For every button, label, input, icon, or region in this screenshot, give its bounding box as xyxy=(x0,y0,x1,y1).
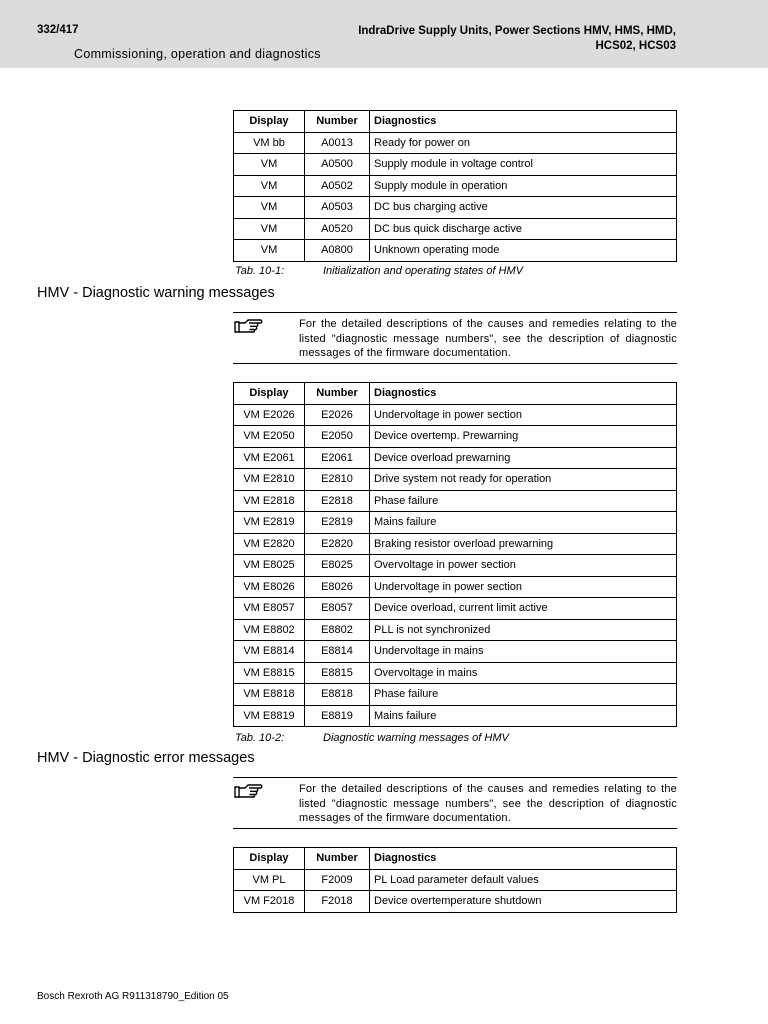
pointing-hand-icon xyxy=(233,782,263,800)
cell-diagnostics: Mains failure xyxy=(370,705,677,727)
table-row xyxy=(234,218,677,240)
table-row xyxy=(234,512,677,534)
page-header xyxy=(0,0,768,68)
cell-number: A0013 xyxy=(305,132,370,154)
table-row xyxy=(234,469,677,491)
cell-display: VM E2810 xyxy=(234,469,305,491)
table-row xyxy=(234,619,677,641)
col-display: Display xyxy=(234,383,305,405)
table-row xyxy=(234,132,677,154)
cell-display: VM xyxy=(234,154,305,176)
cell-number: E8025 xyxy=(305,555,370,577)
table-row xyxy=(234,426,677,448)
cell-display: VM xyxy=(234,240,305,262)
cell-diagnostics: Phase failure xyxy=(370,490,677,512)
cell-diagnostics: Device overtemp. Prewarning xyxy=(370,426,677,448)
cell-display: VM bb xyxy=(234,132,305,154)
cell-number: E2810 xyxy=(305,469,370,491)
cell-display: VM xyxy=(234,197,305,219)
page-number: 332/417 xyxy=(37,24,79,36)
table-row xyxy=(234,684,677,706)
col-display: Display xyxy=(234,111,305,133)
cell-diagnostics: Mains failure xyxy=(370,512,677,534)
document-title xyxy=(358,24,676,53)
cell-number: E8815 xyxy=(305,662,370,684)
cell-number: A0500 xyxy=(305,154,370,176)
document-title-line1: IndraDrive Supply Units, Power Sections HMV, HMS, HMD, xyxy=(358,25,676,37)
cell-diagnostics: Overvoltage in mains xyxy=(370,662,677,684)
cell-display: VM E8819 xyxy=(234,705,305,727)
cell-display: VM E2061 xyxy=(234,447,305,469)
cell-number: A0520 xyxy=(305,218,370,240)
table1-caption xyxy=(235,265,523,277)
table-row xyxy=(234,705,677,727)
table-warning-messages xyxy=(233,382,677,727)
cell-diagnostics: Drive system not ready for operation xyxy=(370,469,677,491)
table-row xyxy=(234,404,677,426)
document-title-line2: HCS02, HCS03 xyxy=(595,39,676,52)
cell-display: VM E8057 xyxy=(234,598,305,620)
table1-caption-text: Initialization and operating states of HMV xyxy=(323,265,523,277)
cell-number: F2018 xyxy=(305,891,370,913)
cell-number: A0503 xyxy=(305,197,370,219)
cell-display: VM E8818 xyxy=(234,684,305,706)
cell-display: VM PL xyxy=(234,869,305,891)
section-title-warnings: HMV - Diagnostic warning messages xyxy=(37,285,275,301)
col-diagnostics: Diagnostics xyxy=(370,383,677,405)
cell-number: E2050 xyxy=(305,426,370,448)
cell-diagnostics: Supply module in voltage control xyxy=(370,154,677,176)
cell-display: VM xyxy=(234,175,305,197)
note-text-warnings: For the detailed descriptions of the causes and remedies relating to the listed "diagnostic message numbers", see the description of diagnostic messages of the firmware documentation. xyxy=(299,318,677,359)
cell-diagnostics: PLL is not synchronized xyxy=(370,619,677,641)
table-row xyxy=(234,641,677,663)
cell-number: F2009 xyxy=(305,869,370,891)
cell-display: VM xyxy=(234,218,305,240)
section-title-errors: HMV - Diagnostic error messages xyxy=(37,750,255,766)
table-row xyxy=(234,869,677,891)
table-row xyxy=(234,662,677,684)
cell-number: A0502 xyxy=(305,175,370,197)
cell-diagnostics: Braking resistor overload prewarning xyxy=(370,533,677,555)
cell-display: VM E8814 xyxy=(234,641,305,663)
col-diagnostics: Diagnostics xyxy=(370,848,677,870)
cell-number: E8818 xyxy=(305,684,370,706)
note-block-warnings xyxy=(233,312,677,364)
cell-diagnostics: DC bus quick discharge active xyxy=(370,218,677,240)
cell-display: VM E8025 xyxy=(234,555,305,577)
table-row xyxy=(234,533,677,555)
cell-number: E8057 xyxy=(305,598,370,620)
note-block-errors xyxy=(233,777,677,829)
cell-number: E8819 xyxy=(305,705,370,727)
cell-display: VM E2818 xyxy=(234,490,305,512)
cell-number: A0800 xyxy=(305,240,370,262)
cell-display: VM E2820 xyxy=(234,533,305,555)
col-number: Number xyxy=(305,848,370,870)
cell-diagnostics: Undervoltage in power section xyxy=(370,404,677,426)
table-row xyxy=(234,576,677,598)
table-row xyxy=(234,598,677,620)
cell-number: E8026 xyxy=(305,576,370,598)
table1-caption-number: Tab. 10-1: xyxy=(235,265,285,277)
col-display: Display xyxy=(234,848,305,870)
table-row xyxy=(234,154,677,176)
col-number: Number xyxy=(305,111,370,133)
cell-diagnostics: Ready for power on xyxy=(370,132,677,154)
table-operating-states xyxy=(233,110,677,262)
cell-diagnostics: Supply module in operation xyxy=(370,175,677,197)
table-row xyxy=(234,197,677,219)
pointing-hand-icon xyxy=(233,317,263,335)
cell-diagnostics: DC bus charging active xyxy=(370,197,677,219)
cell-diagnostics: Overvoltage in power section xyxy=(370,555,677,577)
cell-display: VM E2026 xyxy=(234,404,305,426)
table-header-row xyxy=(234,111,677,133)
cell-display: VM F2018 xyxy=(234,891,305,913)
chapter-title: Commissioning, operation and diagnostics xyxy=(74,47,321,61)
table-error-messages xyxy=(233,847,677,913)
cell-display: VM E2050 xyxy=(234,426,305,448)
table-row xyxy=(234,891,677,913)
table2-caption-text: Diagnostic warning messages of HMV xyxy=(323,732,509,744)
table-row xyxy=(234,490,677,512)
col-number: Number xyxy=(305,383,370,405)
cell-number: E2026 xyxy=(305,404,370,426)
cell-number: E8814 xyxy=(305,641,370,663)
cell-display: VM E8815 xyxy=(234,662,305,684)
note-text-errors: For the detailed descriptions of the causes and remedies relating to the listed "diagnostic message numbers", see the description of diagnostic messages of the firmware documentation. xyxy=(299,783,677,824)
table-row xyxy=(234,240,677,262)
cell-diagnostics: Undervoltage in mains xyxy=(370,641,677,663)
cell-display: VM E2819 xyxy=(234,512,305,534)
cell-number: E2820 xyxy=(305,533,370,555)
cell-number: E2818 xyxy=(305,490,370,512)
table-header-row xyxy=(234,848,677,870)
cell-diagnostics: Device overload, current limit active xyxy=(370,598,677,620)
cell-diagnostics: Device overtemperature shutdown xyxy=(370,891,677,913)
cell-number: E8802 xyxy=(305,619,370,641)
table-row xyxy=(234,175,677,197)
cell-number: E2819 xyxy=(305,512,370,534)
table2-caption xyxy=(235,732,509,744)
page-footer: Bosch Rexroth AG R911318790_Edition 05 xyxy=(37,991,229,1002)
cell-diagnostics: Undervoltage in power section xyxy=(370,576,677,598)
cell-diagnostics: Phase failure xyxy=(370,684,677,706)
table-row xyxy=(234,555,677,577)
table-header-row xyxy=(234,383,677,405)
cell-diagnostics: PL Load parameter default values xyxy=(370,869,677,891)
cell-diagnostics: Unknown operating mode xyxy=(370,240,677,262)
cell-number: E2061 xyxy=(305,447,370,469)
cell-display: VM E8802 xyxy=(234,619,305,641)
col-diagnostics: Diagnostics xyxy=(370,111,677,133)
table2-caption-number: Tab. 10-2: xyxy=(235,732,285,744)
cell-display: VM E8026 xyxy=(234,576,305,598)
cell-diagnostics: Device overload prewarning xyxy=(370,447,677,469)
table-row xyxy=(234,447,677,469)
